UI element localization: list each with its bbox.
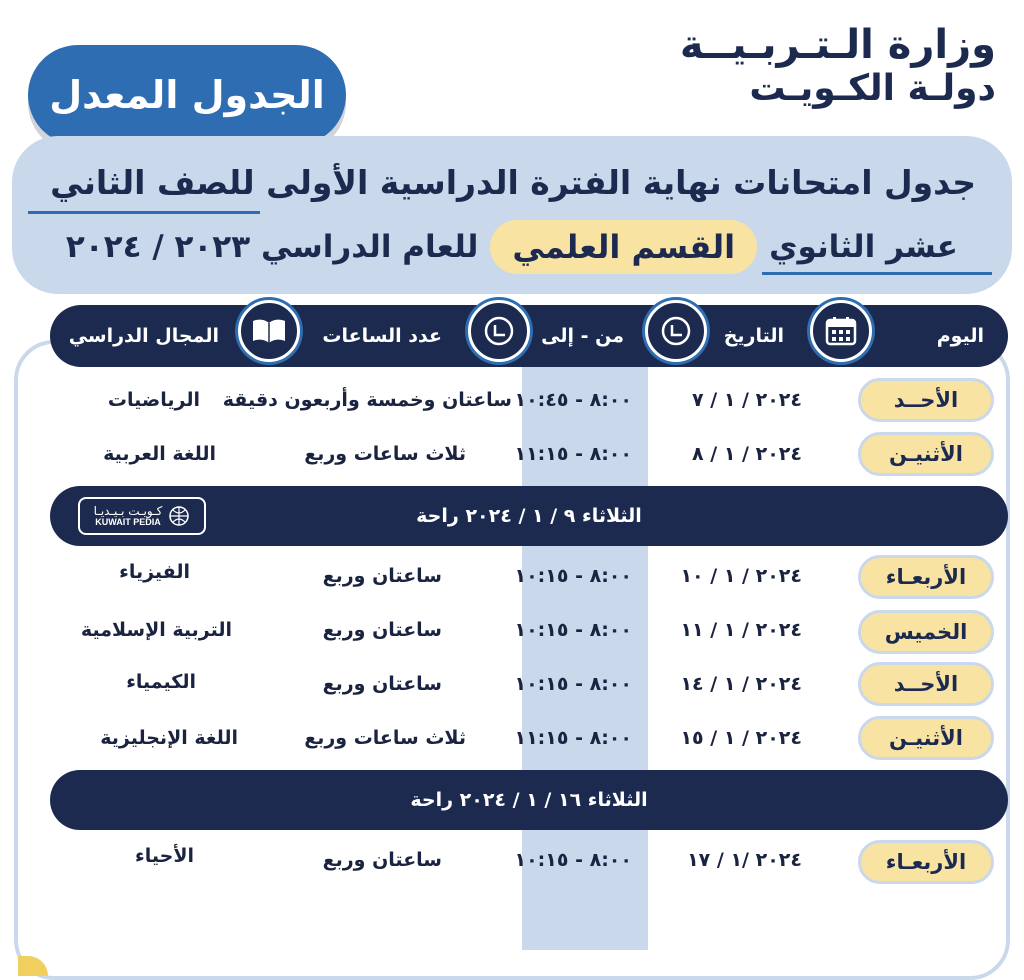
exam-time: ٨:٠٠ - ١١:١٥	[514, 443, 632, 465]
exam-subject: التربية الإسلامية	[80, 619, 232, 641]
column-header-date: التاريخ	[723, 325, 784, 347]
exam-time: ٨:٠٠ - ١٠:٤٥	[514, 389, 632, 411]
exam-subject: اللغة الإنجليزية	[100, 727, 238, 749]
globe-logo-icon	[168, 505, 190, 527]
logo-text-english: KUWAIT PEDIA	[95, 516, 161, 527]
calendar-icon	[810, 300, 872, 362]
day-badge: الأثنيـن	[858, 432, 994, 476]
title-academic-year: للعام الدراسي ٢٠٢٣ / ٢٠٢٤	[65, 229, 479, 265]
logo-text	[94, 505, 163, 527]
exam-date: ٢٠٢٤ / ١ / ٧	[692, 389, 802, 411]
exam-date: ٢٠٢٤ / ١ / ١٤	[680, 673, 802, 695]
ministry-header	[680, 22, 996, 109]
day-badge: الأحــد	[858, 662, 994, 706]
title-line-2	[66, 216, 958, 278]
exam-duration: ثلاث ساعات وربع	[304, 727, 466, 749]
rest-day-label: الثلاثاء ٩ / ١ / ٢٠٢٤ راحة	[416, 505, 642, 527]
title-underline-2	[762, 272, 992, 275]
exam-duration: ساعتان وربع	[322, 673, 442, 695]
day-badge: الأحــد	[858, 378, 994, 422]
exam-time: ٨:٠٠ - ١٠:١٥	[514, 619, 632, 641]
exam-time: ٨:٠٠ - ١٠:١٥	[514, 849, 632, 871]
title-underline-1	[28, 211, 260, 214]
exam-date: ٢٠٢٤ / ١ / ١١	[680, 619, 802, 641]
open-book-icon	[238, 300, 300, 362]
modified-schedule-badge	[28, 45, 346, 145]
column-header-hours: عدد الساعات	[322, 325, 442, 347]
exam-date: ٢٠٢٤ / ١ / ١٠	[680, 565, 802, 587]
day-badge: الخميس	[858, 610, 994, 654]
exam-duration: ساعتان وربع	[322, 565, 442, 587]
exam-time: ٨:٠٠ - ١٠:١٥	[514, 673, 632, 695]
column-header-time: من - إلى	[541, 325, 624, 347]
exam-duration: ساعتان وربع	[322, 849, 442, 871]
title-grade: عشر الثانوي	[769, 229, 958, 265]
kuwait-pedia-logo	[78, 497, 206, 535]
exam-subject: الفيزياء	[119, 561, 190, 583]
ministry-name: وزارة الـتـربـيــة	[679, 22, 996, 68]
column-header-subject: المجال الدراسي	[68, 325, 219, 347]
exam-time: ٨:٠٠ - ١٠:١٥	[514, 565, 632, 587]
exam-subject: الأحياء	[135, 845, 194, 867]
exam-date: ٢٠٢٤ / ١ / ١٥	[680, 727, 802, 749]
column-header-day: اليوم	[936, 325, 984, 347]
exam-subject: اللغة العربية	[103, 443, 216, 465]
clock-icon	[468, 300, 530, 362]
logo-text-arabic: كـويـت بـيـديـا	[93, 503, 163, 518]
country-name: دولـة الكـويـت	[749, 68, 996, 109]
frame-corner-accent	[18, 956, 48, 976]
rest-day-banner	[50, 770, 1008, 830]
section-badge: القسم العلمي	[490, 220, 757, 274]
exam-subject: الرياضيات	[107, 389, 200, 411]
exam-subject: الكيمياء	[126, 671, 196, 693]
title-line-1: جدول امتحانات نهاية الفترة الدراسية الأولى للصف الثاني	[50, 163, 976, 202]
day-badge: الأربعـاء	[858, 555, 994, 599]
clock-icon	[645, 300, 707, 362]
day-badge: الأربعـاء	[858, 840, 994, 884]
exam-time: ٨:٠٠ - ١١:١٥	[514, 727, 632, 749]
modified-schedule-label: الجدول المعدل	[49, 73, 325, 117]
exam-date: ٢٠٢٤ /١ / ١٧	[687, 849, 802, 871]
exam-duration: ساعتان وخمسة وأربعون دقيقة	[222, 389, 512, 411]
exam-duration: ساعتان وربع	[322, 619, 442, 641]
rest-day-label: الثلاثاء ١٦ / ١ / ٢٠٢٤ راحة	[410, 789, 648, 811]
exam-duration: ثلاث ساعات وربع	[304, 443, 466, 465]
day-badge: الأثنيـن	[858, 716, 994, 760]
exam-date: ٢٠٢٤ / ١ / ٨	[692, 443, 802, 465]
